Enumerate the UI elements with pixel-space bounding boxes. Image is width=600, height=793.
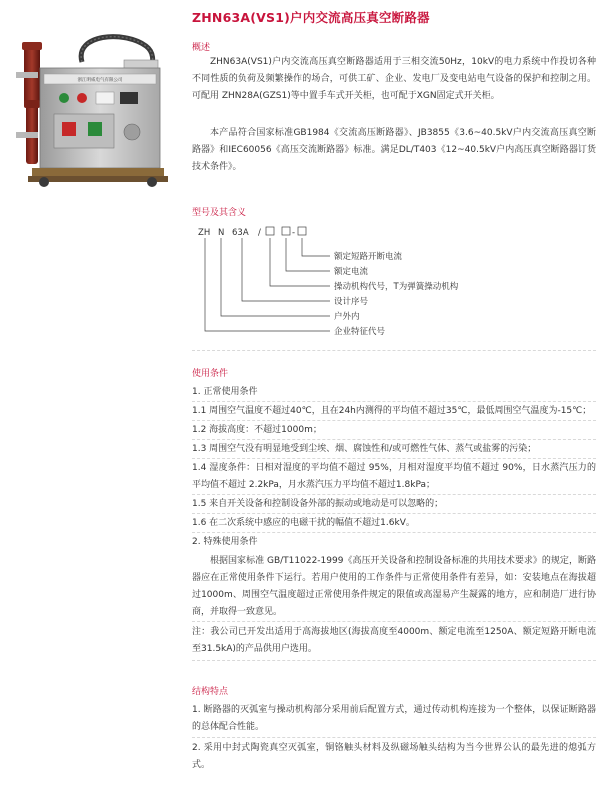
divider-s1 bbox=[192, 737, 596, 738]
close-button-icon bbox=[62, 122, 76, 136]
divider-1 bbox=[192, 350, 596, 351]
model-heading: 型号及其含义 bbox=[192, 208, 247, 218]
divider-c7 bbox=[192, 621, 596, 622]
model-code-63a: 63A bbox=[232, 228, 249, 238]
model-meaning-2: 额定电流 bbox=[334, 267, 369, 277]
divider-c5 bbox=[192, 513, 596, 514]
model-code-zh: ZH bbox=[198, 228, 211, 238]
insulator-poles bbox=[16, 42, 42, 164]
divider-c1 bbox=[192, 420, 596, 421]
divider-c3 bbox=[192, 458, 596, 459]
overview-paragraph-1: ZHN63A(VS1)户内交流高压真空断路器适用于三相交流50Hz，10kV的电力系统中作投切各种不同性质的负荷及频繁操作的场合，可供工矿、企业、发电厂及变电站电气设备的保护和控制之用。可配用 ZHN28A(GZS1)等中置手车式开关柜，也可配于XGN固定式开关柜。 bbox=[192, 57, 596, 101]
special-conditions-text: 根据国家标准 GB/T11022-1999《高压开关设备和控制设备标准的共用技术要求》的规定，断路器应在正常使用条件下运行。若用户使用的工作条件与正常使用条件有差异，如：安装地点在海拔超过1000m、周围空气温度超过正常使用条件规定的限值或高湿易产生凝露的地方，应和制造厂进行协商，并取得一致意见。 bbox=[192, 556, 596, 617]
model-meaning-5: 户外内 bbox=[334, 312, 360, 322]
conditions-note: 注：我公司已开发出适用于高海拔地区(海拔高度至4000m、额定电流至1250A、额定短路开断电流至31.5kA)的产品供用户选用。 bbox=[192, 627, 596, 654]
model-code-box-2 bbox=[282, 227, 290, 235]
model-code-slash: / bbox=[258, 228, 261, 238]
condition-1-3: 1.3 周围空气没有明显地受到尘埃、烟、腐蚀性和/或可燃性气体、蒸气或盐雾的污染； bbox=[192, 444, 537, 454]
divider-c0 bbox=[192, 401, 596, 402]
overview-paragraph-2: 本产品符合国家标准GB1984《交流高压断路器》、JB3855《3.6~40.5kV户内交流高压真空断路器》和IEC60056《高压交流断路器》标准。满足DL/T403《12~40.5kV户内高压真空断路器订货技术条件》。 bbox=[192, 128, 596, 172]
model-meaning-6: 企业特征代号 bbox=[334, 327, 386, 337]
model-code-n: N bbox=[218, 228, 225, 238]
model-code-box-1 bbox=[266, 227, 274, 235]
status-indicator-green bbox=[59, 93, 69, 103]
model-meaning-4: 设计序号 bbox=[334, 297, 369, 307]
model-meaning-3: 操动机构代号，T为弹簧操动机构 bbox=[334, 282, 459, 292]
divider-2 bbox=[192, 660, 596, 661]
breaker-base bbox=[32, 168, 164, 176]
condition-1-5: 1.5 来自开关设备和控制设备外部的振动或地动是可以忽略的； bbox=[192, 499, 444, 509]
divider-c4 bbox=[192, 494, 596, 495]
divider-c6 bbox=[192, 532, 596, 533]
divider-c2 bbox=[192, 439, 596, 440]
model-meaning-1: 额定短路开断电流 bbox=[334, 252, 403, 262]
open-button-icon bbox=[88, 122, 102, 136]
condition-1-2: 1.2 海拔高度：不超过1000m； bbox=[192, 425, 322, 435]
condition-1-1: 1.1 周围空气温度不超过40℃，且在24h内测得的平均值不超过35℃，最低周围空气温度为-15℃； bbox=[192, 406, 592, 416]
model-code-dash: - bbox=[292, 228, 296, 238]
special-conditions-title: 2. 特殊使用条件 bbox=[192, 537, 258, 547]
condition-1-6: 1.6 在二次系统中感应的电磁干扰的幅值不超过1.6kV。 bbox=[192, 518, 415, 528]
panel-label: 浙江明威电气有限公司 bbox=[77, 78, 123, 83]
page-title: ZHN63A(VS1)户内交流高压真空断路器 bbox=[192, 10, 430, 25]
structure-point-1: 1. 断路器的灭弧室与操动机构部分采用前后配置方式，通过传动机构连接为一个整体，以保证断路器的总体配合性能。 bbox=[192, 705, 596, 732]
structure-heading: 结构特点 bbox=[192, 687, 229, 697]
status-indicator-red bbox=[77, 93, 87, 103]
conditions-heading: 使用条件 bbox=[192, 369, 229, 379]
model-code-box-3 bbox=[298, 227, 306, 235]
structure-point-2: 2. 采用中封式陶瓷真空灭弧室，铜铬触头材料及纵磁场触头结构为当今世界公认的最先进的熄弧方式。 bbox=[192, 743, 596, 770]
condition-1-4: 1.4 湿度条件：日相对湿度的平均值不超过 95%，月相对湿度平均值不超过 90%，日水蒸汽压力的平均值不超过 2.2kPa，月水蒸汽压力平均值不超过1.8kPa； bbox=[192, 463, 596, 490]
overview-heading: 概述 bbox=[192, 43, 211, 53]
breaker-product-image bbox=[4, 32, 174, 192]
model-code-diagram bbox=[192, 222, 459, 337]
normal-conditions-title: 1. 正常使用条件 bbox=[192, 387, 258, 397]
